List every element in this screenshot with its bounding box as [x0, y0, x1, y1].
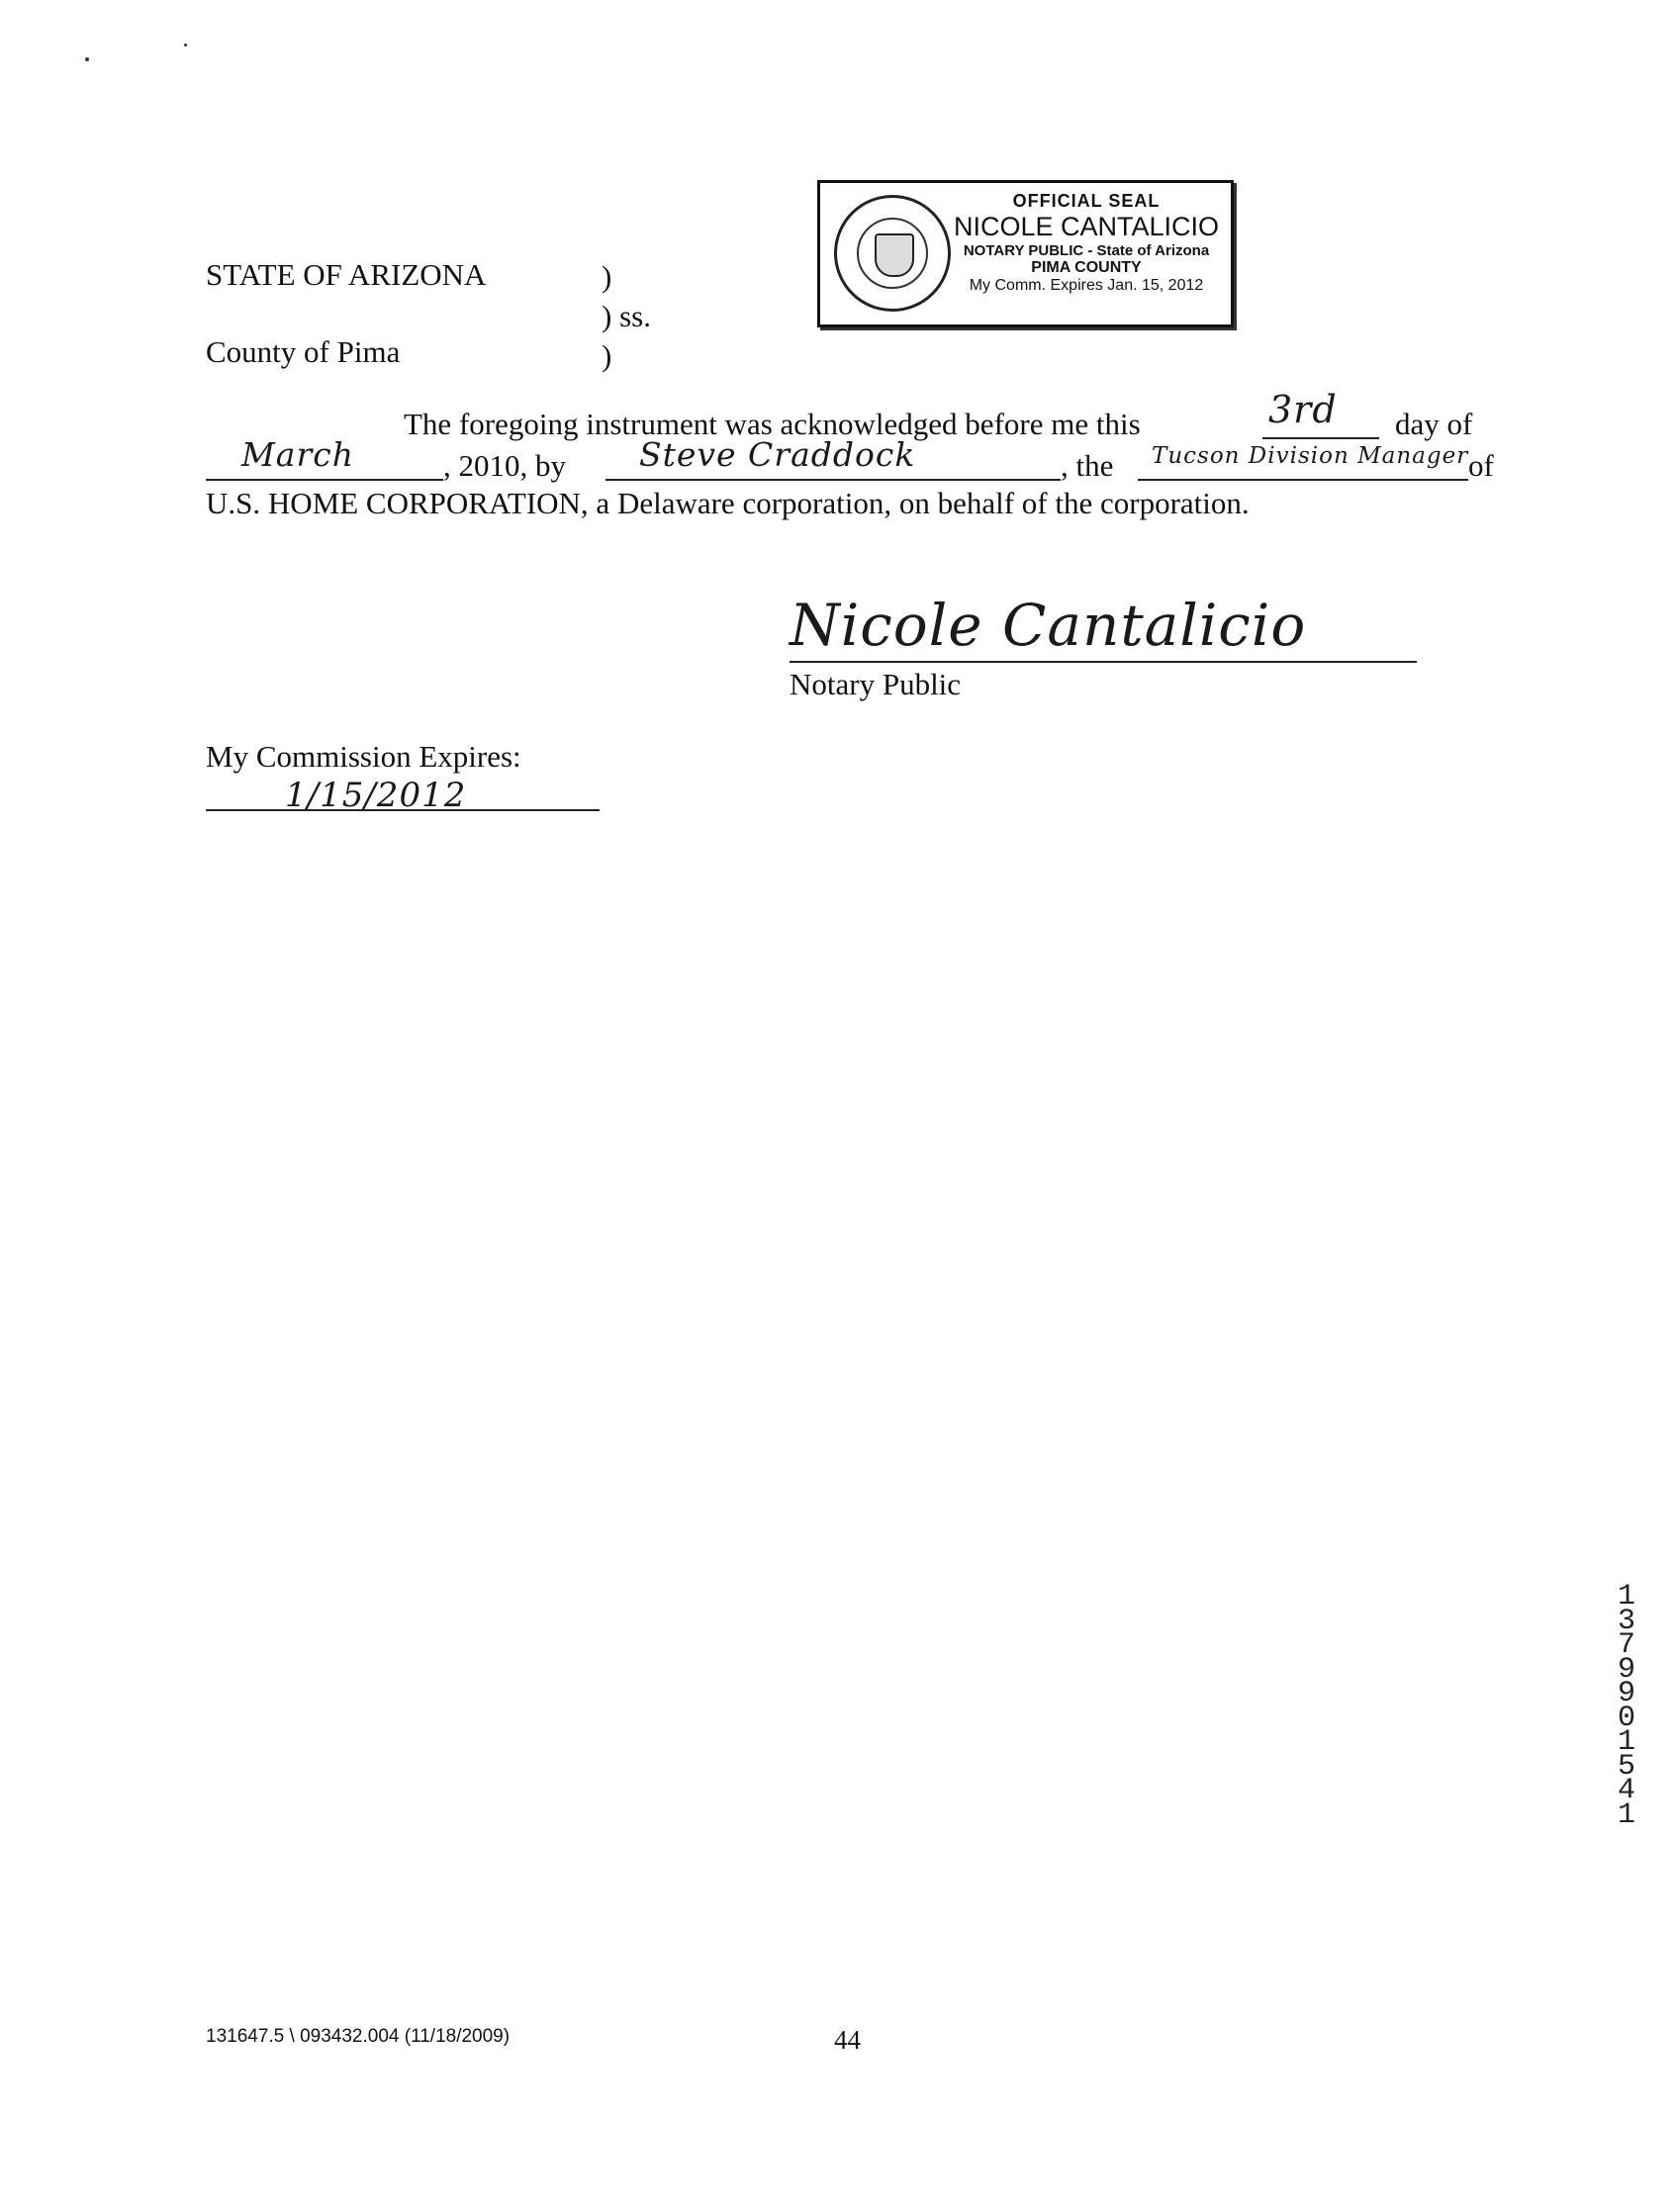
acknowledgment-intro: The foregoing instrument was acknowledged before me this	[404, 407, 1141, 441]
seal-county: PIMA COUNTY	[1031, 258, 1142, 276]
of-text: of	[1468, 448, 1494, 483]
year-by-text: , 2010, by	[443, 448, 566, 483]
state-label: STATE OF ARIZONA	[206, 257, 487, 292]
corporation-line: U.S. HOME CORPORATION, a Delaware corporation, on behalf of the corporation.	[206, 486, 1250, 520]
seal-expiration: My Comm. Expires Jan. 15, 2012	[969, 277, 1204, 295]
handwritten-title: Tucson Division Manager	[1152, 443, 1469, 469]
name-blank-line	[605, 479, 1061, 481]
handwritten-month: March	[241, 435, 354, 474]
notary-public-label: Notary Public	[790, 667, 962, 701]
day-blank-line	[1262, 437, 1379, 439]
handwritten-name: Steve Craddock	[639, 435, 916, 474]
scan-speck	[85, 57, 89, 61]
scan-speck	[184, 44, 187, 46]
commission-expires-label: My Commission Expires:	[206, 739, 521, 774]
notary-signature: Nicole Cantalicio	[790, 592, 1307, 659]
handwritten-expiration-date: 1/15/2012	[285, 776, 467, 815]
seal-notary-name: NICOLE CANTALICIO	[953, 211, 1220, 241]
arizona-state-seal-icon	[834, 195, 951, 312]
venue-ss: ) ss.	[602, 299, 651, 333]
seal-heading: OFFICIAL SEAL	[1012, 191, 1161, 211]
page-number: 44	[834, 2025, 861, 2055]
expiration-blank-line	[206, 809, 600, 811]
month-blank-line	[206, 479, 443, 481]
venue-paren: )	[602, 338, 612, 373]
title-blank-line	[1138, 479, 1468, 481]
handwritten-day: 3rd	[1268, 388, 1338, 431]
seal-notary-title: NOTARY PUBLIC - State of Arizona	[963, 241, 1210, 259]
the-text: , the	[1061, 448, 1114, 483]
notary-seal-stamp	[817, 180, 1234, 327]
venue-paren: )	[602, 259, 612, 294]
day-of-text: day of	[1395, 407, 1473, 441]
signature-line	[790, 661, 1417, 663]
recording-number: 1 3 7 9 9 0 1 5 4 1	[1617, 1580, 1635, 1832]
document-id-footer: 131647.5 \ 093432.004 (11/18/2009)	[206, 2026, 511, 2047]
county-label: County of Pima	[206, 334, 401, 369]
